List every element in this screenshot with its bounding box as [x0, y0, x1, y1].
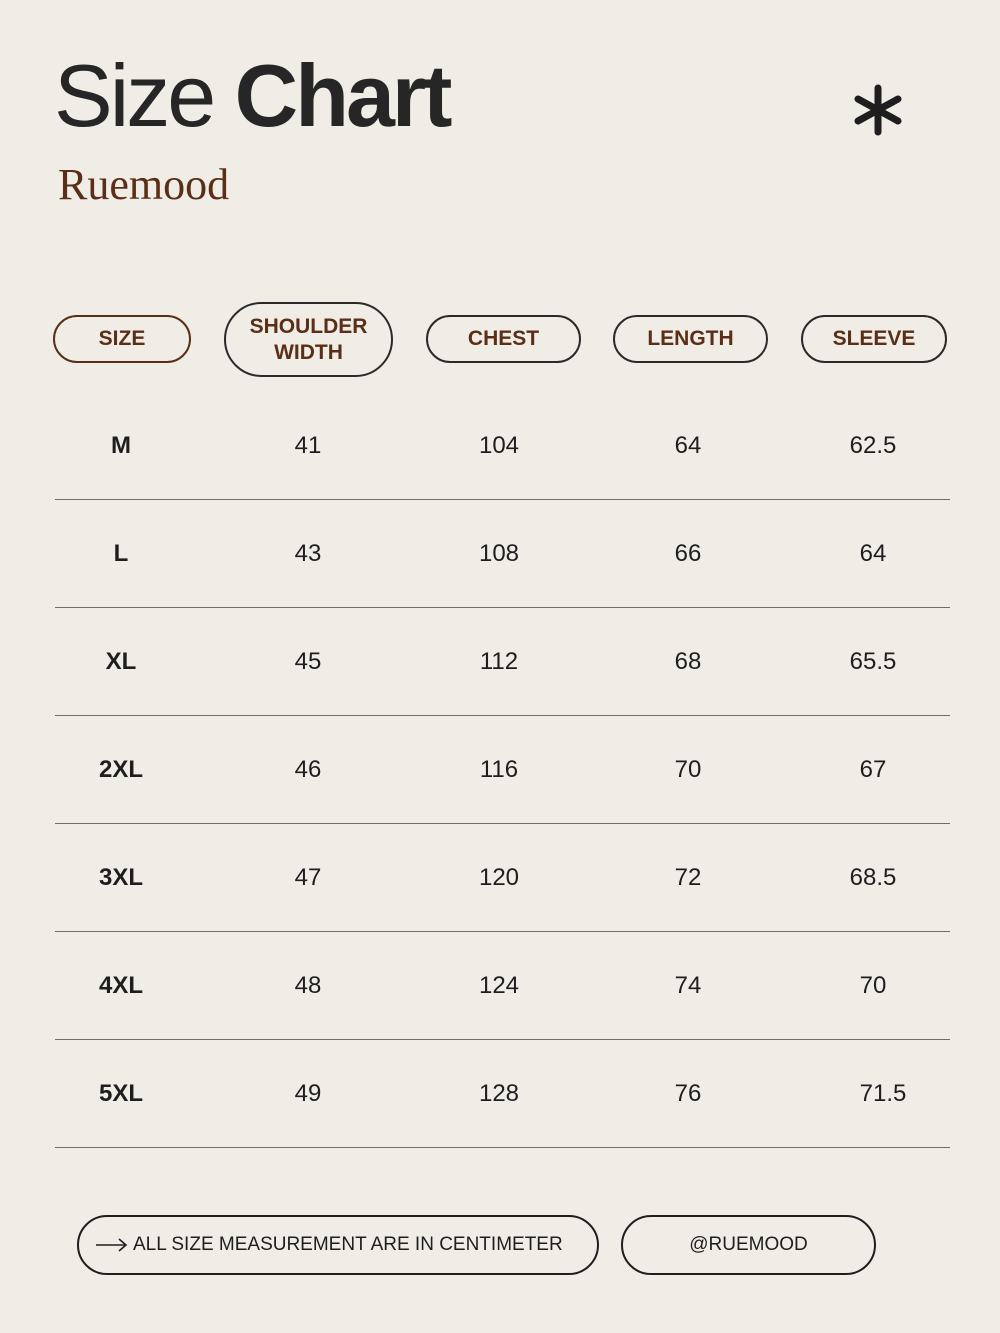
measurement-note-text: ALL SIZE MEASUREMENT ARE IN CENTIMETER [133, 1234, 563, 1255]
column-header-size: SIZE [53, 315, 191, 363]
column-header-shoulder-width: SHOULDER WIDTH [224, 302, 393, 377]
cell-shoulder: 45 [294, 647, 322, 675]
cell-chest: 120 [478, 863, 520, 891]
table-row [55, 824, 950, 932]
title-chart: Chart [234, 46, 450, 145]
table-row [55, 392, 950, 500]
cell-chest: 104 [478, 431, 520, 459]
measurement-note [77, 1215, 599, 1275]
cell-sleeve: 62.5 [849, 431, 897, 459]
table-row [55, 1040, 950, 1148]
cell-chest: 128 [478, 1079, 520, 1107]
cell-size: 5XL [98, 1079, 143, 1107]
table-row [55, 608, 950, 716]
brand-name: Ruemood [58, 160, 230, 209]
cell-shoulder: 43 [294, 539, 322, 567]
cell-shoulder: 41 [294, 431, 322, 459]
cell-sleeve: 64 [859, 539, 887, 567]
cell-length: 68 [674, 647, 702, 675]
cell-sleeve: 67 [859, 755, 887, 783]
cell-length: 64 [674, 431, 702, 459]
cell-size: XL [105, 647, 137, 675]
social-handle: @RUEMOOD [621, 1215, 876, 1275]
column-header-sleeve: SLEEVE [801, 315, 947, 363]
cell-sleeve: 71.5 [859, 1079, 907, 1107]
cell-size: L [113, 539, 129, 567]
cell-size: M [111, 431, 131, 459]
cell-length: 72 [674, 863, 702, 891]
cell-length: 70 [674, 755, 702, 783]
title-size: Size [54, 46, 214, 145]
table-row [55, 716, 950, 824]
cell-sleeve: 65.5 [849, 647, 897, 675]
cell-length: 66 [674, 539, 702, 567]
cell-chest: 116 [479, 755, 519, 783]
cell-shoulder: 48 [294, 971, 322, 999]
cell-shoulder: 46 [294, 755, 322, 783]
cell-size: 2XL [98, 755, 143, 783]
arrow-right-icon [95, 1237, 129, 1253]
cell-chest: 124 [478, 971, 520, 999]
cell-size: 4XL [98, 971, 143, 999]
column-header-chest: CHEST [426, 315, 581, 363]
cell-shoulder: 49 [294, 1079, 322, 1107]
page-title [54, 46, 450, 145]
cell-shoulder: 47 [294, 863, 322, 891]
cell-chest: 112 [479, 647, 519, 675]
cell-length: 76 [674, 1079, 702, 1107]
size-table [55, 392, 950, 1148]
table-row [55, 932, 950, 1040]
table-row [55, 500, 950, 608]
cell-sleeve: 70 [859, 971, 887, 999]
cell-length: 74 [674, 971, 702, 999]
asterisk-icon [850, 82, 906, 138]
cell-size: 3XL [98, 863, 143, 891]
column-header-length: LENGTH [613, 315, 768, 363]
cell-sleeve: 68.5 [849, 863, 897, 891]
cell-chest: 108 [478, 539, 520, 567]
